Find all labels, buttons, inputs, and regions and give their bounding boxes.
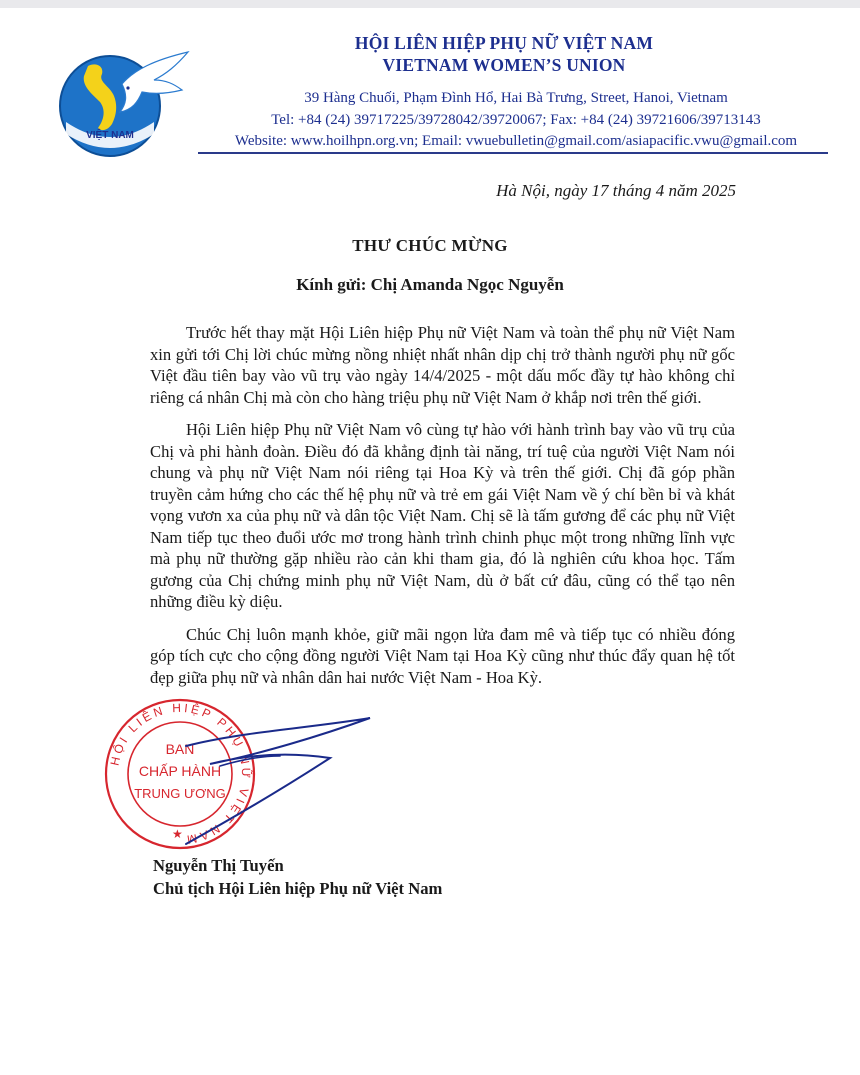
stamp-line-1: BAN xyxy=(165,741,195,757)
top-edge xyxy=(0,0,860,8)
org-address: 39 Hàng Chuối, Phạm Đình Hổ, Hai Bà Trưng, Street, Hanoi, Vietnam xyxy=(304,90,728,106)
organization-logo xyxy=(58,44,190,162)
org-phone: Tel: +84 (24) 39717225/39728042/39720067; Fax: +84 (24) 39721606/39713143 xyxy=(271,111,761,128)
letter-date: Hà Nội, ngày 17 tháng 4 năm 2025 xyxy=(496,181,736,200)
stamp-ring-text: HỘI LIÊN HIỆP PHỤ NỮ VIỆT NAM xyxy=(107,700,254,848)
org-web-email: Website: www.hoilhpn.org.vn; Email: vwuebulletin@gmail.com/asiapacific.vwu@gmail.com xyxy=(234,133,798,149)
stamp-line-2: CHẤP HÀNH xyxy=(138,763,222,779)
star-icon: ★ xyxy=(172,827,183,841)
org-name-vi: HỘI LIÊN HIỆP PHỤ NỮ VIỆT NAM xyxy=(354,33,654,53)
letter-title: THƯ CHÚC MỪNG xyxy=(352,236,508,255)
paragraph-1: Trước hết thay mặt Hội Liên hiệp Phụ nữ Việt Nam và toàn thể phụ nữ Việt Nam xin gửi tới Chị lời chúc mừng nồng nhiệt nhất nhân dịp chị trở thành người phụ nữ gốc Việt đầu tiên bay vào vũ trụ vào ngày 14/4/2025 - một dấu mốc đầy tự hào không chỉ riêng cá nhân Chị mà còn cho hàng triệu phụ nữ Việt Nam ở khắp nơi trên thế giới. xyxy=(150,323,735,407)
org-name-en: VIETNAM WOMEN’S UNION xyxy=(382,55,626,75)
paragraph-2: Hội Liên hiệp Phụ nữ Việt Nam vô cùng tự hào với hành trình bay vào vũ trụ của Chị và phi hành đoàn. Điều đó đã khẳng định tài năng, trí tuệ của người Việt Nam nói chung và phụ nữ Việt Nam nói riêng tại Hoa Kỳ và trên thế giới. Chị đã góp phần truyền cảm hứng cho các thế hệ phụ nữ và trẻ em gái Việt Nam về ý chí bền bỉ và khát vọng vươn xa của phụ nữ và dân tộc Việt Nam. Chị sẽ là tấm gương để các phụ nữ Việt Nam tiếp tục theo đuổi ước mơ trong hành trình chinh phục một trong những lĩnh vực mà phụ nữ thường gặp nhiều rào cản khi tham gia, đó là nghiên cứu khoa học. Tấm gương của Chị chứng minh phụ nữ Việt Nam, dù ở bất cứ đâu, cũng có thể tạo nên những điều kỳ diệu. xyxy=(150,420,735,611)
letter-salutation: Kính gửi: Chị Amanda Ngọc Nguyễn xyxy=(296,275,564,294)
paragraph-3: Chúc Chị luôn mạnh khỏe, giữ mãi ngọn lửa đam mê và tiếp tục có nhiều đóng góp tích cực cho cộng đồng người Việt Nam tại Hoa Kỳ cũng như thúc đẩy quan hệ tốt đẹp giữa phụ nữ và nhân dân hai nước Việt Nam - Hoa Kỳ. xyxy=(150,624,735,687)
letter-body xyxy=(150,322,735,699)
signatory-title: Chủ tịch Hội Liên hiệp Phụ nữ Việt Nam xyxy=(153,879,443,898)
header-divider xyxy=(198,152,828,154)
stamp-line-3: TRUNG ƯƠNG xyxy=(134,786,226,801)
signatory-name: Nguyễn Thị Tuyến xyxy=(153,856,284,875)
logo-text: VIỆT NAM xyxy=(86,130,134,141)
official-stamp xyxy=(90,694,390,854)
letterhead xyxy=(196,32,836,153)
